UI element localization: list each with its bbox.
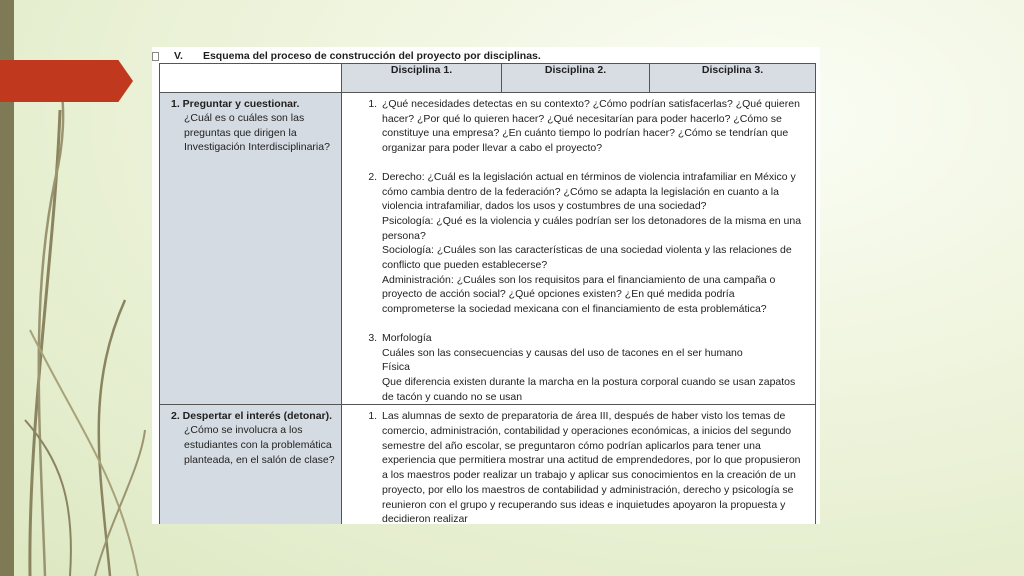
section-title: Esquema del proceso de construcción del proyecto por disciplinas.	[202, 50, 541, 62]
item-text: Administración: ¿Cuáles son los requisitos para el financiamiento de una campaña o proyecto de acción social? ¿Qué opciones existen? ¿En qué medida podría comprometerse la sociedad mexicana con el financiamiento de esta problemática?	[382, 273, 776, 316]
item-text: Sociología: ¿Cuáles son las características de una sociedad violenta y las relaciones de conflicto que pueden establecerse?	[382, 244, 792, 272]
row-title: 1. Preguntar y cuestionar.	[171, 98, 300, 110]
process-table	[159, 63, 816, 524]
header-disciplina-1: Disciplina 1.	[342, 64, 502, 93]
header-blank	[160, 64, 342, 93]
table-row	[160, 93, 816, 405]
document-page	[152, 47, 820, 524]
item-text: 1. ¿Qué necesidades detectas en su contexto? ¿Cómo podrían satisfacerlas? ¿Qué quieren hacer? ¿Por qué lo quieren hacer? ¿Qué necesitarían para poder hacerlo? ¿Cómo se constituye una empresa? ¿En cuánto tiempo lo podrían hacer? ¿Cómo se tendrían que organizar para poder llevar a cabo el proyecto?	[382, 98, 800, 155]
row-label-despertar	[160, 405, 342, 524]
item-text: 2. Derecho: ¿Cuál es la legislación actual en términos de violencia intrafamiliar en México y cómo cambia dentro de la federación? ¿Cómo se adapta la legislación en cuanto a la violencia intrafamiliar, dados los usos y costumbres de una sociedad?	[382, 170, 796, 213]
row-label-preguntar	[160, 93, 342, 405]
arrow-shape	[0, 60, 133, 102]
list-item	[380, 170, 809, 317]
question-list	[342, 97, 809, 404]
row-question: ¿Cómo se involucra a los estudiantes con la problemática planteada, en el salón de clase?	[184, 424, 335, 466]
anchor-icon	[152, 52, 159, 61]
item-text: 1. Las alumnas de sexto de preparatoria de área III, después de haber visto los temas de comercio, administración, contabilidad y operaciones económicas, a inicios del segundo semestre del año escolar, se preguntaron cómo podrían aplicarlos para tener una experiencia que permitiera mostrar una actitud de emprendedores, por lo que propusieron a los maestros poder realizar un trabajo y aplicar sus conocimientos en la creación de un proyecto, por ello los maestros de contabilidad y administración, derecho y psicología se reunieron con el grupo y recuperando sus ideas e inquietudes apoyaron la propuesta y decidieron realizar	[382, 410, 801, 524]
row-content-despertar	[342, 405, 816, 524]
item-text: Que diferencia existen durante la marcha en la postura corporal cuando se usan zapatos de tacón y cuando no se usan	[382, 375, 796, 403]
list-item	[380, 409, 809, 524]
list-item	[380, 97, 809, 156]
interest-list	[342, 409, 809, 524]
section-heading	[174, 50, 541, 62]
header-disciplina-2: Disciplina 2.	[502, 64, 650, 93]
item-text: Física	[382, 361, 411, 374]
row-content-preguntar	[342, 93, 816, 405]
header-disciplina-3: Disciplina 3.	[650, 64, 816, 93]
item-text: Cuáles son las consecuencias y causas del uso de tacones en el ser humano	[382, 346, 743, 359]
row-question: ¿Cuál es o cuáles son las preguntas que dirigen la Investigación Interdisciplinaria?	[184, 112, 330, 154]
table-header-row	[160, 64, 816, 93]
section-number: V.	[174, 50, 183, 62]
item-text: 3. Morfología	[382, 331, 432, 344]
list-item	[380, 331, 809, 405]
table-row	[160, 405, 816, 524]
row-title: 2. Despertar el interés (detonar).	[171, 410, 333, 423]
item-text: Psicología: ¿Qué es la violencia y cuáles podrían ser los detonadores de la misma en una persona?	[382, 214, 802, 242]
